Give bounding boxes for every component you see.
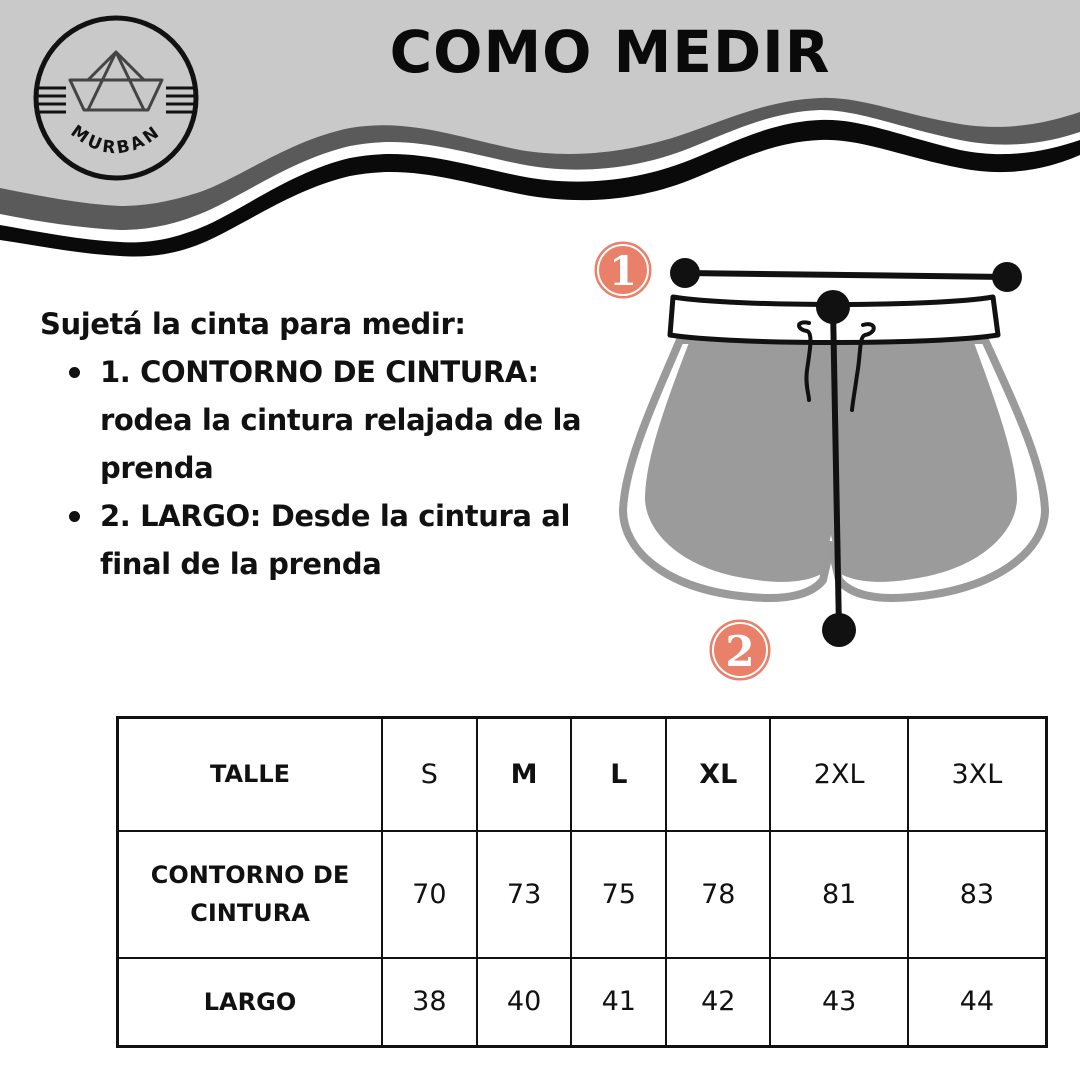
marker-1 xyxy=(593,240,653,300)
shorts-measurement-diagram xyxy=(585,235,1065,695)
instruction-waist: 1. CONTORNO DE CINTURA: rodea la cintura relajada de la prenda xyxy=(100,348,585,492)
size-table xyxy=(116,716,1048,1048)
table-header-row xyxy=(118,718,1047,831)
table-row xyxy=(118,958,1047,1047)
table-cell: 42 xyxy=(666,958,770,1047)
table-cell: 40 xyxy=(477,958,572,1047)
marker-2 xyxy=(708,618,772,682)
logo-text: MURBAN xyxy=(66,121,166,159)
table-cell: 81 xyxy=(770,831,907,958)
row-label-waist: CONTORNO DE CINTURA xyxy=(118,831,383,958)
murban-logo xyxy=(26,8,206,188)
row-label-length: LARGO xyxy=(118,958,383,1047)
table-cell: 75 xyxy=(571,831,666,958)
paper-boat-icon xyxy=(70,52,162,110)
header-cell-s: S xyxy=(382,718,477,831)
page-title: COMO MEDIR xyxy=(389,18,831,86)
table-cell: 70 xyxy=(382,831,477,958)
header-cell-l: L xyxy=(571,718,666,831)
marker-1-label: 1 xyxy=(609,248,637,295)
svg-text:MURBAN xyxy=(67,122,165,159)
table-cell: 78 xyxy=(666,831,770,958)
instructions-intro: Sujetá la cinta para medir: xyxy=(40,307,466,341)
table-cell: 83 xyxy=(908,831,1047,958)
header-cell-m: M xyxy=(477,718,572,831)
header-cell-xl: XL xyxy=(666,718,770,831)
table-cell: 41 xyxy=(571,958,666,1047)
header-cell-talle: TALLE xyxy=(118,718,383,831)
instruction-length: 2. LARGO: Desde la cintura al final de la prenda xyxy=(100,492,585,588)
instructions xyxy=(40,300,585,588)
header-cell-2xl: 2XL xyxy=(770,718,907,831)
marker-2-label: 2 xyxy=(725,627,755,676)
header-cell-3xl: 3XL xyxy=(908,718,1047,831)
waist-measure-line xyxy=(670,258,1022,292)
table-cell: 44 xyxy=(908,958,1047,1047)
instructions-list xyxy=(40,348,585,588)
table-cell: 43 xyxy=(770,958,907,1047)
table-row xyxy=(118,831,1047,958)
table-cell: 38 xyxy=(382,958,477,1047)
table-cell: 73 xyxy=(477,831,572,958)
